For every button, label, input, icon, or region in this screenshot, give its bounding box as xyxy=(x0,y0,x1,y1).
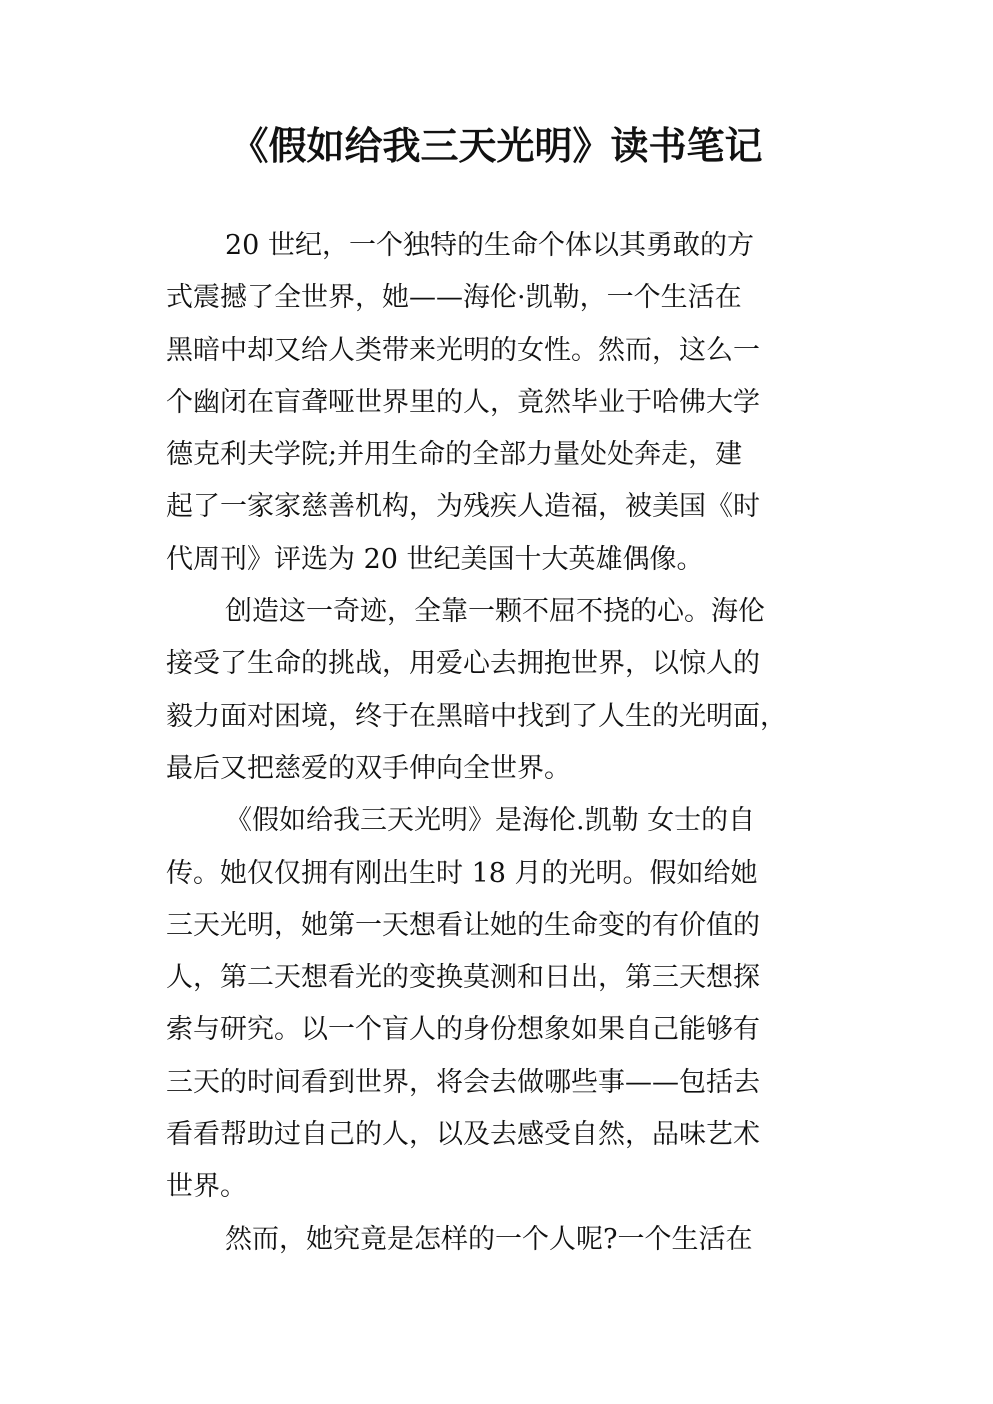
text-line: 代周刊》评选为 20 世纪美国十大英雄偶像。 xyxy=(166,543,704,575)
document-title: 《假如给我三天光明》读书笔记 xyxy=(230,124,763,168)
text-line: 看看帮助过自己的人，以及去感受自然，品味艺术 xyxy=(166,1119,760,1151)
text-line: 个幽闭在盲聋哑世界里的人，竟然毕业于哈佛大学 xyxy=(166,386,760,418)
text-line: 式震撼了全世界，她——海伦·凯勒，一个生活在 xyxy=(166,282,742,314)
text-line: 毅力面对困境，终于在黑暗中找到了人生的光明面， xyxy=(166,700,787,732)
text-line: 世界。 xyxy=(166,1171,247,1203)
text-line: 三天光明，她第一天想看让她的生命变的有价值的 xyxy=(166,909,760,941)
text-line: 创造这一奇迹，全靠一颗不屈不挠的心。海伦 xyxy=(225,596,765,628)
text-line: 黑暗中却又给人类带来光明的女性。然而，这么一 xyxy=(166,334,760,366)
text-line: 最后又把慈爱的双手伸向全世界。 xyxy=(166,752,571,784)
text-line: 《假如给我三天光明》是海伦.凯勒 女士的自 xyxy=(225,805,756,837)
text-line: 德克利夫学院;并用生命的全部力量处处奔走，建 xyxy=(166,439,743,471)
text-line: 人，第二天想看光的变换莫测和日出，第三天想探 xyxy=(166,962,760,994)
text-line: 接受了生命的挑战，用爱心去拥抱世界，以惊人的 xyxy=(166,648,760,680)
text-line: 传。她仅仅拥有刚出生时 18 月的光明。假如给她 xyxy=(166,857,758,889)
text-line: 然而，她究竟是怎样的一个人呢?一个生活在 xyxy=(225,1223,753,1255)
text-line: 三天的时间看到世界，将会去做哪些事——包括去 xyxy=(166,1066,760,1098)
text-line: 索与研究。以一个盲人的身份想象如果自己能够有 xyxy=(166,1014,760,1046)
text-line: 20 世纪，一个独特的生命个体以其勇敢的方 xyxy=(225,230,754,261)
document-body xyxy=(166,220,846,1266)
text-line: 起了一家家慈善机构，为残疾人造福，被美国《时 xyxy=(166,491,760,523)
